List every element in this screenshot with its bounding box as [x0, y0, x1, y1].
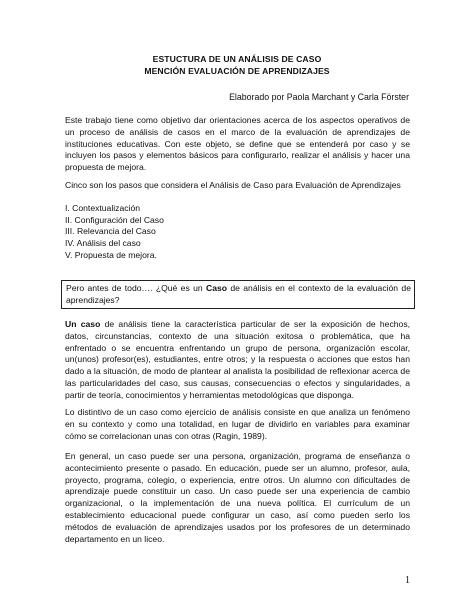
distintivo-paragraph: Lo distintivo de un caso como ejercicio de análisis consiste en que analiza un fenómeno en su contexto y como una totalidad, en lugar de dividirlo en variables para examinar cómo se correlacionan unas con otras (Ragin, 1989). — [65, 407, 410, 441]
intro-paragraph: Este trabajo tiene como objetivo dar orientaciones acerca de los aspectos operativos de un proceso de análisis de casos en el marco de la evaluación de aprendizajes de instituciones educativas. Con este objeto, se define que se entenderá por caso y se incluyen los pasos y elementos básicos para configurarlo, realizar el análisis y hacer una propuesta de mejora. — [65, 115, 410, 173]
caso-definition-text: de análisis tiene la característica particular de ser la exposición de hechos, datos, circunstancias, contexto de una situación exitosa o problemática, que ha enfrentado o se encuentra enfrentando un grupo de persona, organización escolar, un(unos) profesor(es), estudiantes, entre otros; y la respuesta o acciones que estos han dado a la situación, de modo de plantear al analista la posibilidad de reflexionar acerca de las particularidades del caso, sus causas, consecuencias o efectos y singularidades, a partir de teoría, conocimientos y herramientas metodológicas que disponga. — [65, 319, 411, 400]
steps-list — [65, 203, 164, 262]
question-text-before: Pero antes de todo…. ¿Qué es un — [66, 283, 206, 293]
caso-definition-bold: Un caso — [65, 319, 101, 329]
step-item: IV. Análisis del caso — [65, 238, 141, 249]
caso-definition-paragraph — [65, 319, 410, 402]
steps-intro: Cinco son los pasos que considera el Análisis de Caso para Evaluación de Aprendizajes — [65, 180, 401, 190]
step-item: V. Propuesta de mejora. — [65, 249, 157, 260]
question-box — [61, 280, 415, 309]
authors-line: Elaborado por Paola Marchant y Carla Förster — [229, 92, 409, 102]
general-paragraph: En general, un caso puede ser una persona, organización, programa de enseñanza o acontecimiento presente o pasado. En educación, puede ser un alumno, profesor, aula, proyecto, programa, colegio, o experiencia, entre otros. Un alumno con dificultades de aprendizaje puede constituir un caso. Un caso puede ser una experiencia de cambio organizacional, o la implementación de una nueva política. El currículum de un establecimiento educacional puede configurar un caso, así como pueden serlo los métodos de evaluación de aprendizajes usados por los profesores de un determinado departamento en un liceo. — [65, 451, 410, 544]
document-title-line1: ESTUCTURA DE UN ANÁLISIS DE CASO — [152, 54, 322, 64]
question-text-bold: Caso — [206, 283, 228, 293]
step-item: I. Contextualización — [65, 203, 140, 213]
page-number: 1 — [405, 575, 410, 586]
document-title-line2: MENCIÓN EVALUACIÓN DE APRENDIZAJES — [144, 66, 330, 76]
question-text-after: de análisis en el contexto de la evaluación de aprendizajes? — [66, 283, 411, 305]
step-item: II. Configuración del Caso — [65, 214, 164, 225]
step-item: III. Relevancia del Caso — [65, 226, 156, 237]
